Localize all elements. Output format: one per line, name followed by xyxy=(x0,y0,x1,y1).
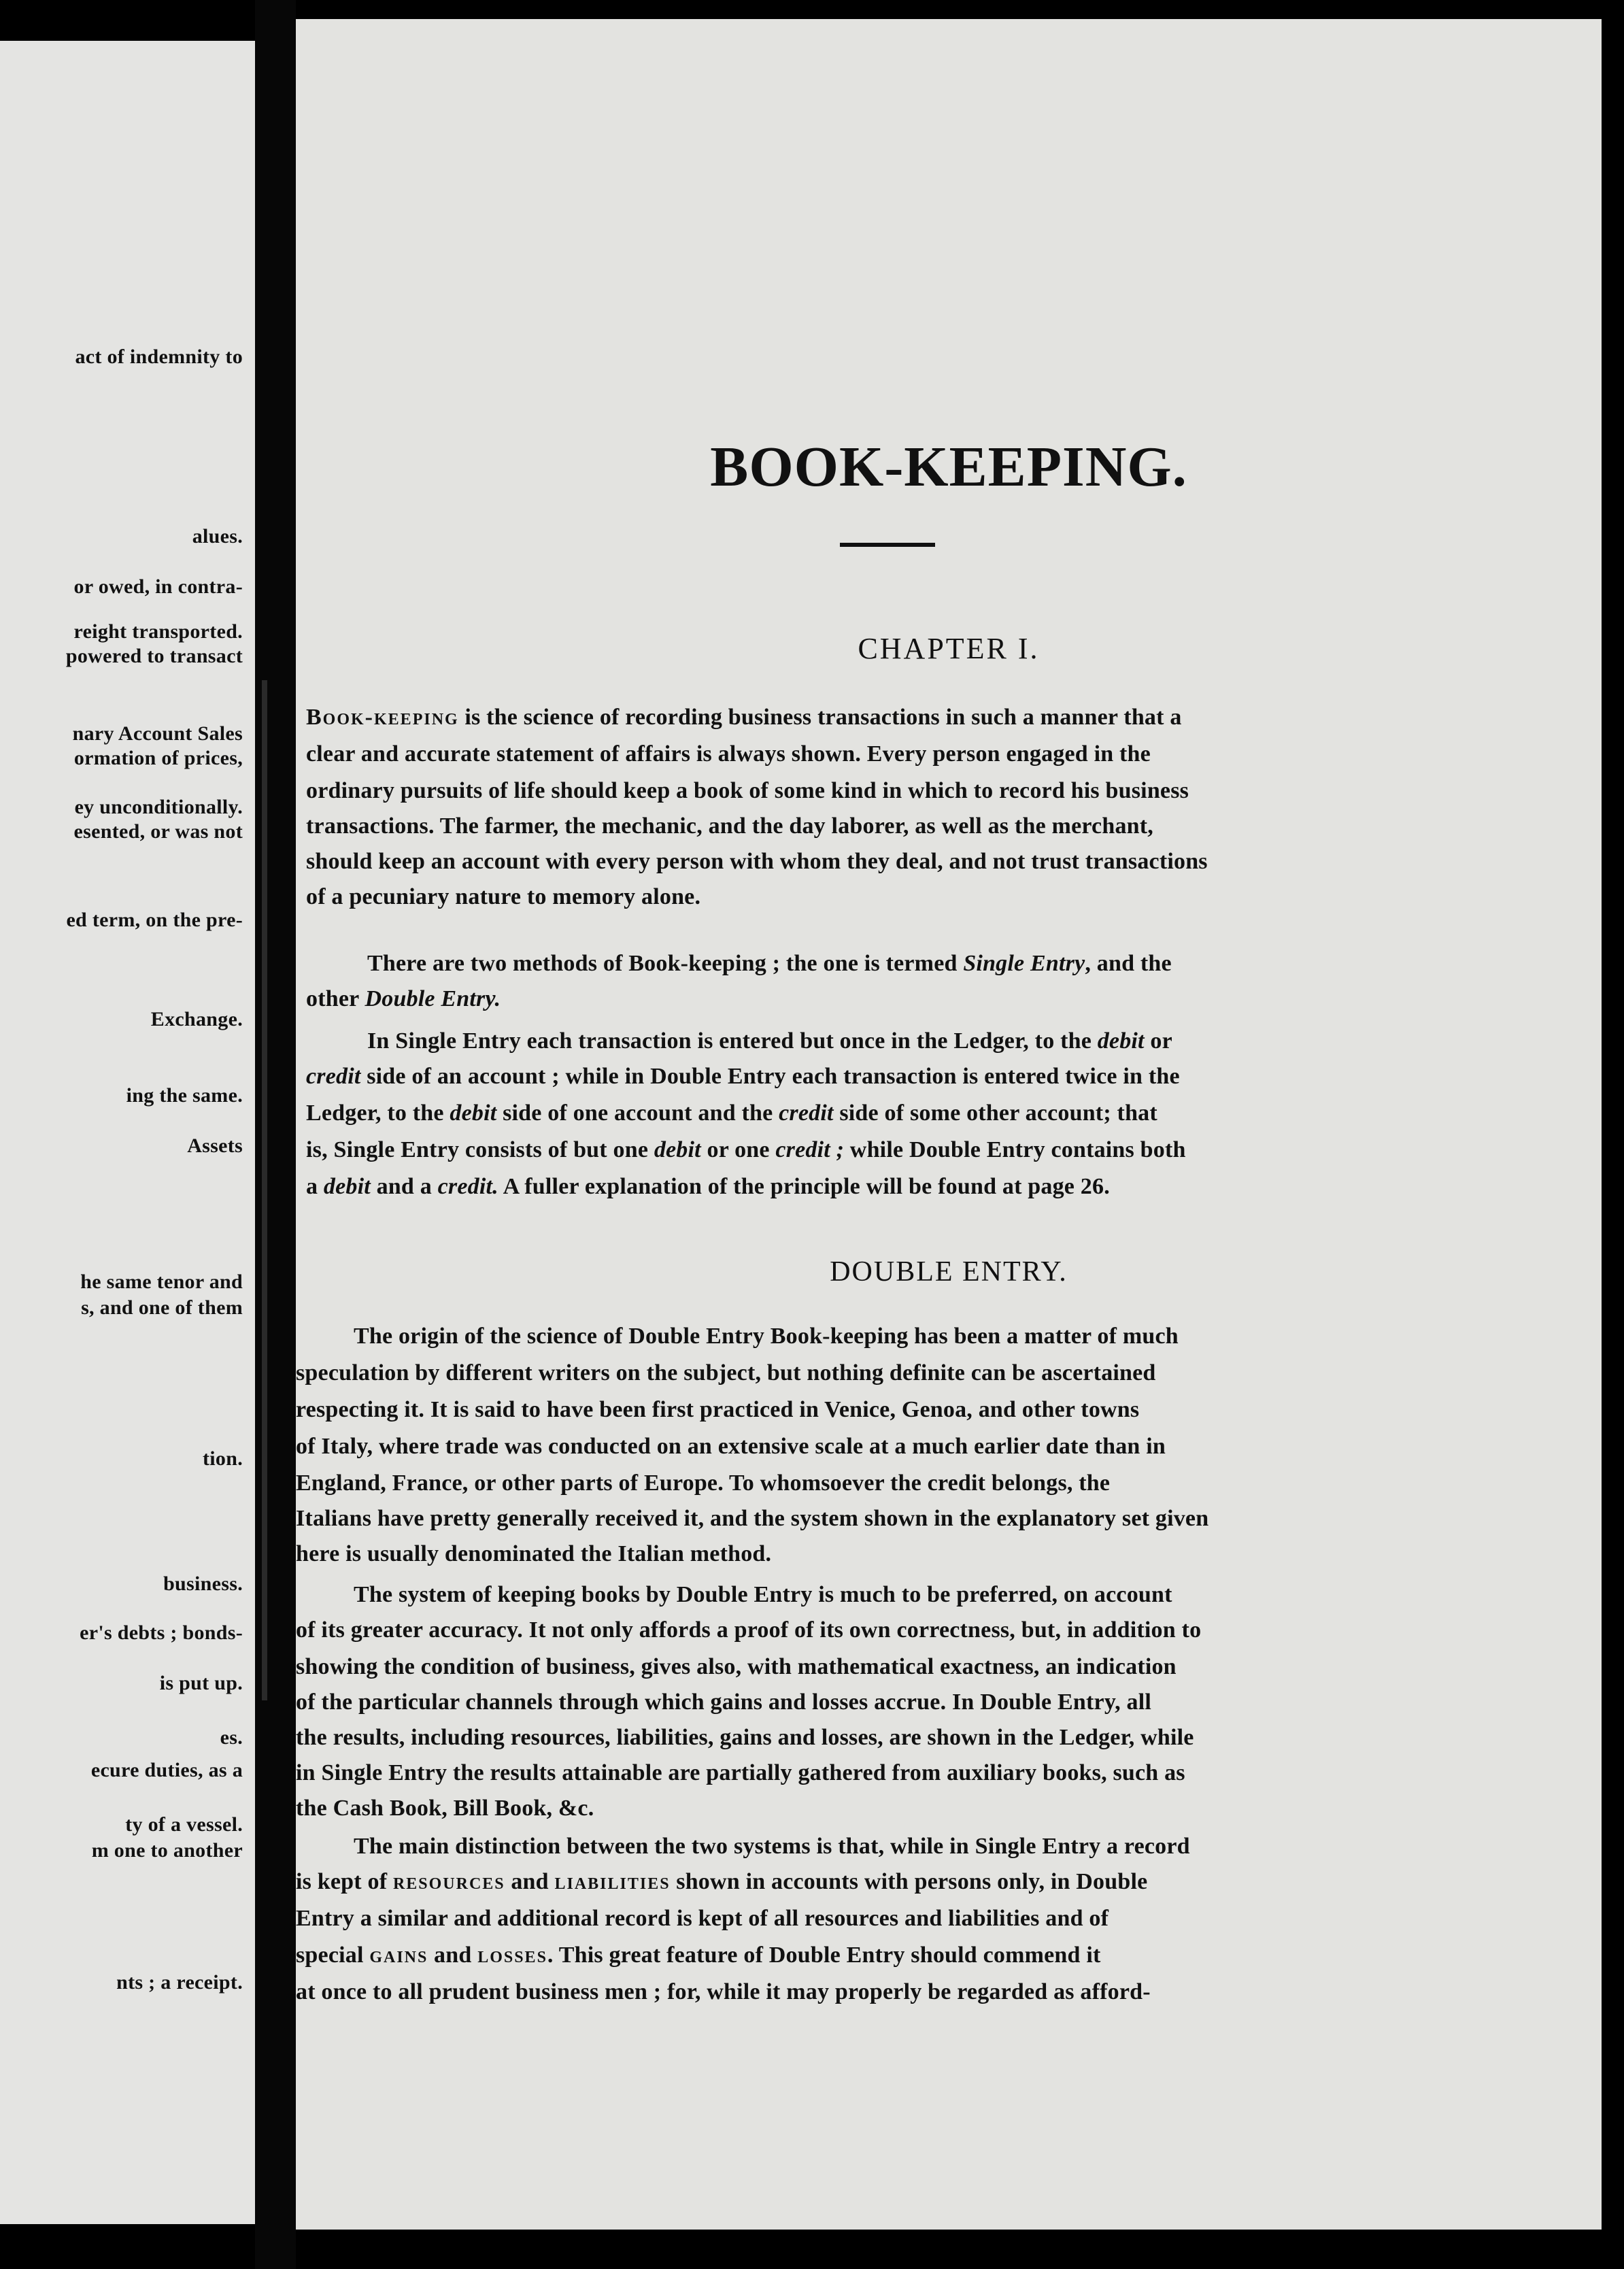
fragment-line: tion. xyxy=(202,1447,243,1470)
text-run: is kept of xyxy=(296,1869,393,1894)
text-line xyxy=(306,1064,1180,1090)
fragment-line: ey unconditionally. xyxy=(74,796,243,818)
text-line: Italians have pretty generally received it, and the system shown in the explanatory set given xyxy=(296,1506,1209,1531)
small-caps-term: gains xyxy=(369,1943,428,1968)
fragment-line: esented, or was not xyxy=(73,820,243,843)
fragment-line: Exchange. xyxy=(150,1008,243,1030)
text-line xyxy=(306,1137,1186,1163)
fragment-line: business. xyxy=(163,1573,243,1595)
text-line xyxy=(306,986,501,1012)
text-line: respecting it. It is said to have been first practiced in Venice, Genoa, and other towns xyxy=(296,1397,1140,1422)
fragment-line: he same tenor and xyxy=(80,1271,243,1293)
text-run: side of some other account; that xyxy=(833,1100,1157,1126)
text-line xyxy=(296,1943,1101,1968)
text-line: the Cash Book, Bill Book, &c. xyxy=(296,1796,594,1821)
emphasis: credit xyxy=(779,1100,834,1126)
book-spine xyxy=(255,0,296,2269)
emphasis: credit ; xyxy=(775,1137,845,1162)
text-line xyxy=(306,1100,1157,1126)
fragment-line: reight transported. xyxy=(73,620,243,643)
text-line: transactions. The farmer, the mechanic, and the day laborer, as well as the merchant, xyxy=(306,813,1153,839)
emphasis: credit. xyxy=(437,1174,498,1199)
emphasis: debit xyxy=(1097,1028,1145,1054)
text-line: The main distinction between the two systems is that, while in Single Entry a record xyxy=(354,1834,1190,1859)
section-heading: DOUBLE ENTRY. xyxy=(830,1256,1068,1288)
text-run: , and the xyxy=(1085,951,1172,976)
text-line: of a pecuniary nature to memory alone. xyxy=(306,884,701,909)
text-run: A fuller explanation of the principle will be found at page 26. xyxy=(498,1174,1110,1199)
fragment-line: ing the same. xyxy=(126,1084,243,1107)
text-run: a xyxy=(306,1174,324,1199)
fragment-line: is put up. xyxy=(159,1672,243,1694)
text-line: Entry a similar and additional record is kept of all resources and liabilities and of xyxy=(296,1906,1109,1931)
fragment-line: er's debts ; bonds- xyxy=(80,1621,243,1644)
fragment-line: nary Account Sales xyxy=(72,722,243,745)
text-line: ordinary pursuits of life should keep a book of some kind in which to record his business xyxy=(306,778,1189,803)
emphasis: Single Entry xyxy=(963,951,1085,976)
emphasis: Double Entry. xyxy=(365,986,501,1011)
text-run: is the science of recording business transactions in such a manner that a xyxy=(458,705,1182,730)
text-run: and xyxy=(428,1943,478,1968)
fragment-line: m one to another xyxy=(91,1839,243,1862)
text-line xyxy=(306,705,1182,730)
text-line xyxy=(367,1028,1172,1054)
text-run: special xyxy=(296,1943,370,1968)
emphasis: debit xyxy=(654,1137,701,1162)
text-line xyxy=(306,1174,1110,1200)
text-line: of its greater accuracy. It not only affords a proof of its own correctness, but, in addition to xyxy=(296,1617,1202,1643)
title-rule xyxy=(840,543,935,547)
text-run: other xyxy=(306,986,365,1011)
text-line: in Single Entry the results attainable are partially gathered from auxiliary books, such as xyxy=(296,1760,1185,1785)
text-run: Ledger, to the xyxy=(306,1100,450,1126)
fragment-line: or owed, in contra- xyxy=(73,575,243,598)
text-run: There are two methods of Book-keeping ; the one is termed xyxy=(367,951,964,976)
text-run: or xyxy=(1144,1028,1172,1054)
small-caps-term: resources xyxy=(392,1869,505,1894)
text-line: clear and accurate statement of affairs is always shown. Every person engaged in the xyxy=(306,741,1151,767)
text-run: side of an account ; while in Double Entry each transaction is entered twice in the xyxy=(360,1064,1180,1089)
main-page xyxy=(296,19,1602,2230)
text-line: here is usually denominated the Italian method. xyxy=(296,1541,772,1566)
text-run: while Double Entry contains both xyxy=(844,1137,1186,1162)
text-line xyxy=(367,951,1172,977)
text-line: The system of keeping books by Double Entry is much to be preferred, on account xyxy=(354,1582,1172,1607)
chapter-heading: CHAPTER I. xyxy=(858,632,1040,665)
text-line: should keep an account with every person with whom they deal, and not trust transactions xyxy=(306,849,1208,874)
emphasis: credit xyxy=(306,1064,361,1089)
fragment-line: ormation of prices, xyxy=(73,747,243,769)
text-run: and a xyxy=(370,1174,438,1199)
text-line: The origin of the science of Double Entry Book-keeping has been a matter of much xyxy=(354,1324,1179,1349)
text-run: is, Single Entry consists of but one xyxy=(306,1137,654,1162)
small-caps-term: liabilities xyxy=(554,1869,671,1894)
fragment-line: ecure duties, as a xyxy=(90,1759,243,1781)
emphasis: debit xyxy=(323,1174,371,1199)
text-line: speculation by different writers on the subject, but nothing definite can be ascertained xyxy=(296,1360,1156,1385)
fragment-line: ed term, on the pre- xyxy=(66,909,243,931)
emphasis: debit xyxy=(450,1100,497,1126)
text-run: . This great feature of Double Entry should commend it xyxy=(547,1943,1101,1968)
text-run: or one xyxy=(700,1137,776,1162)
fragment-line: act of indemnity to xyxy=(75,346,243,368)
fragment-line: alues. xyxy=(192,525,243,548)
text-run: In Single Entry each transaction is entered but once in the Ledger, to the xyxy=(367,1028,1098,1054)
small-caps-term: losses xyxy=(477,1943,547,1968)
text-run: shown in accounts with persons only, in Double xyxy=(670,1869,1148,1894)
facing-page-fragment xyxy=(0,41,255,2224)
text-line: the results, including resources, liabilities, gains and losses, are shown in the Ledger, while xyxy=(296,1725,1194,1750)
page-title: BOOK-KEEPING. xyxy=(710,435,1187,499)
fragment-line: powered to transact xyxy=(65,645,243,667)
text-line: showing the condition of business, gives also, with mathematical exactness, an indication xyxy=(296,1654,1177,1679)
fragment-line: s, and one of them xyxy=(81,1296,243,1319)
text-line: of Italy, where trade was conducted on an extensive scale at a much earlier date than in xyxy=(296,1434,1166,1459)
text-line xyxy=(296,1869,1147,1895)
text-line: at once to all prudent business men ; for, while it may properly be regarded as afford- xyxy=(296,1979,1151,2004)
page-edge xyxy=(1602,0,1624,2269)
fragment-line: Assets xyxy=(187,1134,243,1157)
fragment-line: ty of a vessel. xyxy=(125,1813,243,1836)
fragment-line: nts ; a receipt. xyxy=(116,1971,243,1994)
text-line: of the particular channels through which gains and losses accrue. In Double Entry, all xyxy=(296,1690,1152,1715)
text-run: and xyxy=(505,1869,555,1894)
spine-edge xyxy=(262,680,267,1700)
text-run: side of one account and the xyxy=(496,1100,779,1126)
text-line: England, France, or other parts of Europe. To whomsoever the credit belongs, the xyxy=(296,1470,1111,1496)
fragment-line: es. xyxy=(220,1726,243,1749)
lead-term: Book-keeping xyxy=(306,705,459,730)
